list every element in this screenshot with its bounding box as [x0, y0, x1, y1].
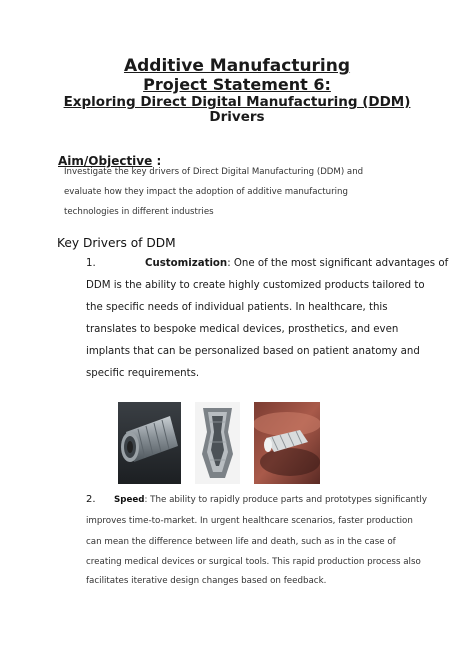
project-subtitle: Exploring Direct Digital Manufacturing (DDM) [63, 94, 411, 110]
customization-text-line: DDM is the ability to create highly customized products tailored to [86, 280, 425, 291]
project-subtitle-continued: Drivers [209, 109, 265, 125]
speed-text-line: improves time-to-market. In urgent healthcare scenarios, faster production [86, 516, 413, 526]
speed-text-line: can mean the difference between life and death, such as in the case of [86, 537, 396, 547]
implant-in-tissue-image [254, 402, 320, 484]
speed-text-line: creating medical devices or surgical tools. This rapid production process also [86, 557, 421, 567]
key-drivers-heading: Key Drivers of DDM [57, 236, 176, 250]
customization-item-number: 1. [86, 258, 96, 269]
customization-first-line-text: : One of the most significant advantages of [227, 258, 449, 269]
aim-heading-label: Aim/Objective [58, 154, 153, 168]
document-title: Additive Manufacturing [123, 56, 351, 76]
speed-first-line [86, 494, 427, 505]
customization-text-line: specific requirements. [86, 368, 200, 379]
customization-label: Customization [145, 258, 228, 269]
speed-item-number: 2. [86, 494, 96, 505]
aim-text-line: Investigate the key drivers of Direct Digital Manufacturing (DDM) and [64, 167, 364, 177]
aim-text-line: technologies in different industries [64, 207, 214, 217]
aim-heading [58, 154, 161, 168]
customization-text-line: translates to bespoke medical devices, prosthetics, and even [86, 324, 399, 335]
aim-text-line: evaluate how they impact the adoption of additive manufacturing [64, 187, 348, 197]
customization-text-line: implants that can be personalized based on patient anatomy and [86, 346, 420, 357]
project-statement-heading: Project Statement 6: [143, 75, 331, 94]
speed-first-line-text: : The ability to rapidly produce parts and prototypes significantly [144, 495, 427, 505]
sectioned-part-image [195, 402, 240, 484]
speed-text-line: facilitates iterative design changes based on feedback. [86, 576, 327, 586]
printed-cylinder-image [118, 402, 181, 484]
customization-text-line: the specific needs of individual patients. In healthcare, this [86, 302, 388, 313]
speed-label: Speed [114, 495, 145, 505]
customization-first-line [145, 258, 448, 269]
aim-heading-colon: : [152, 154, 162, 168]
